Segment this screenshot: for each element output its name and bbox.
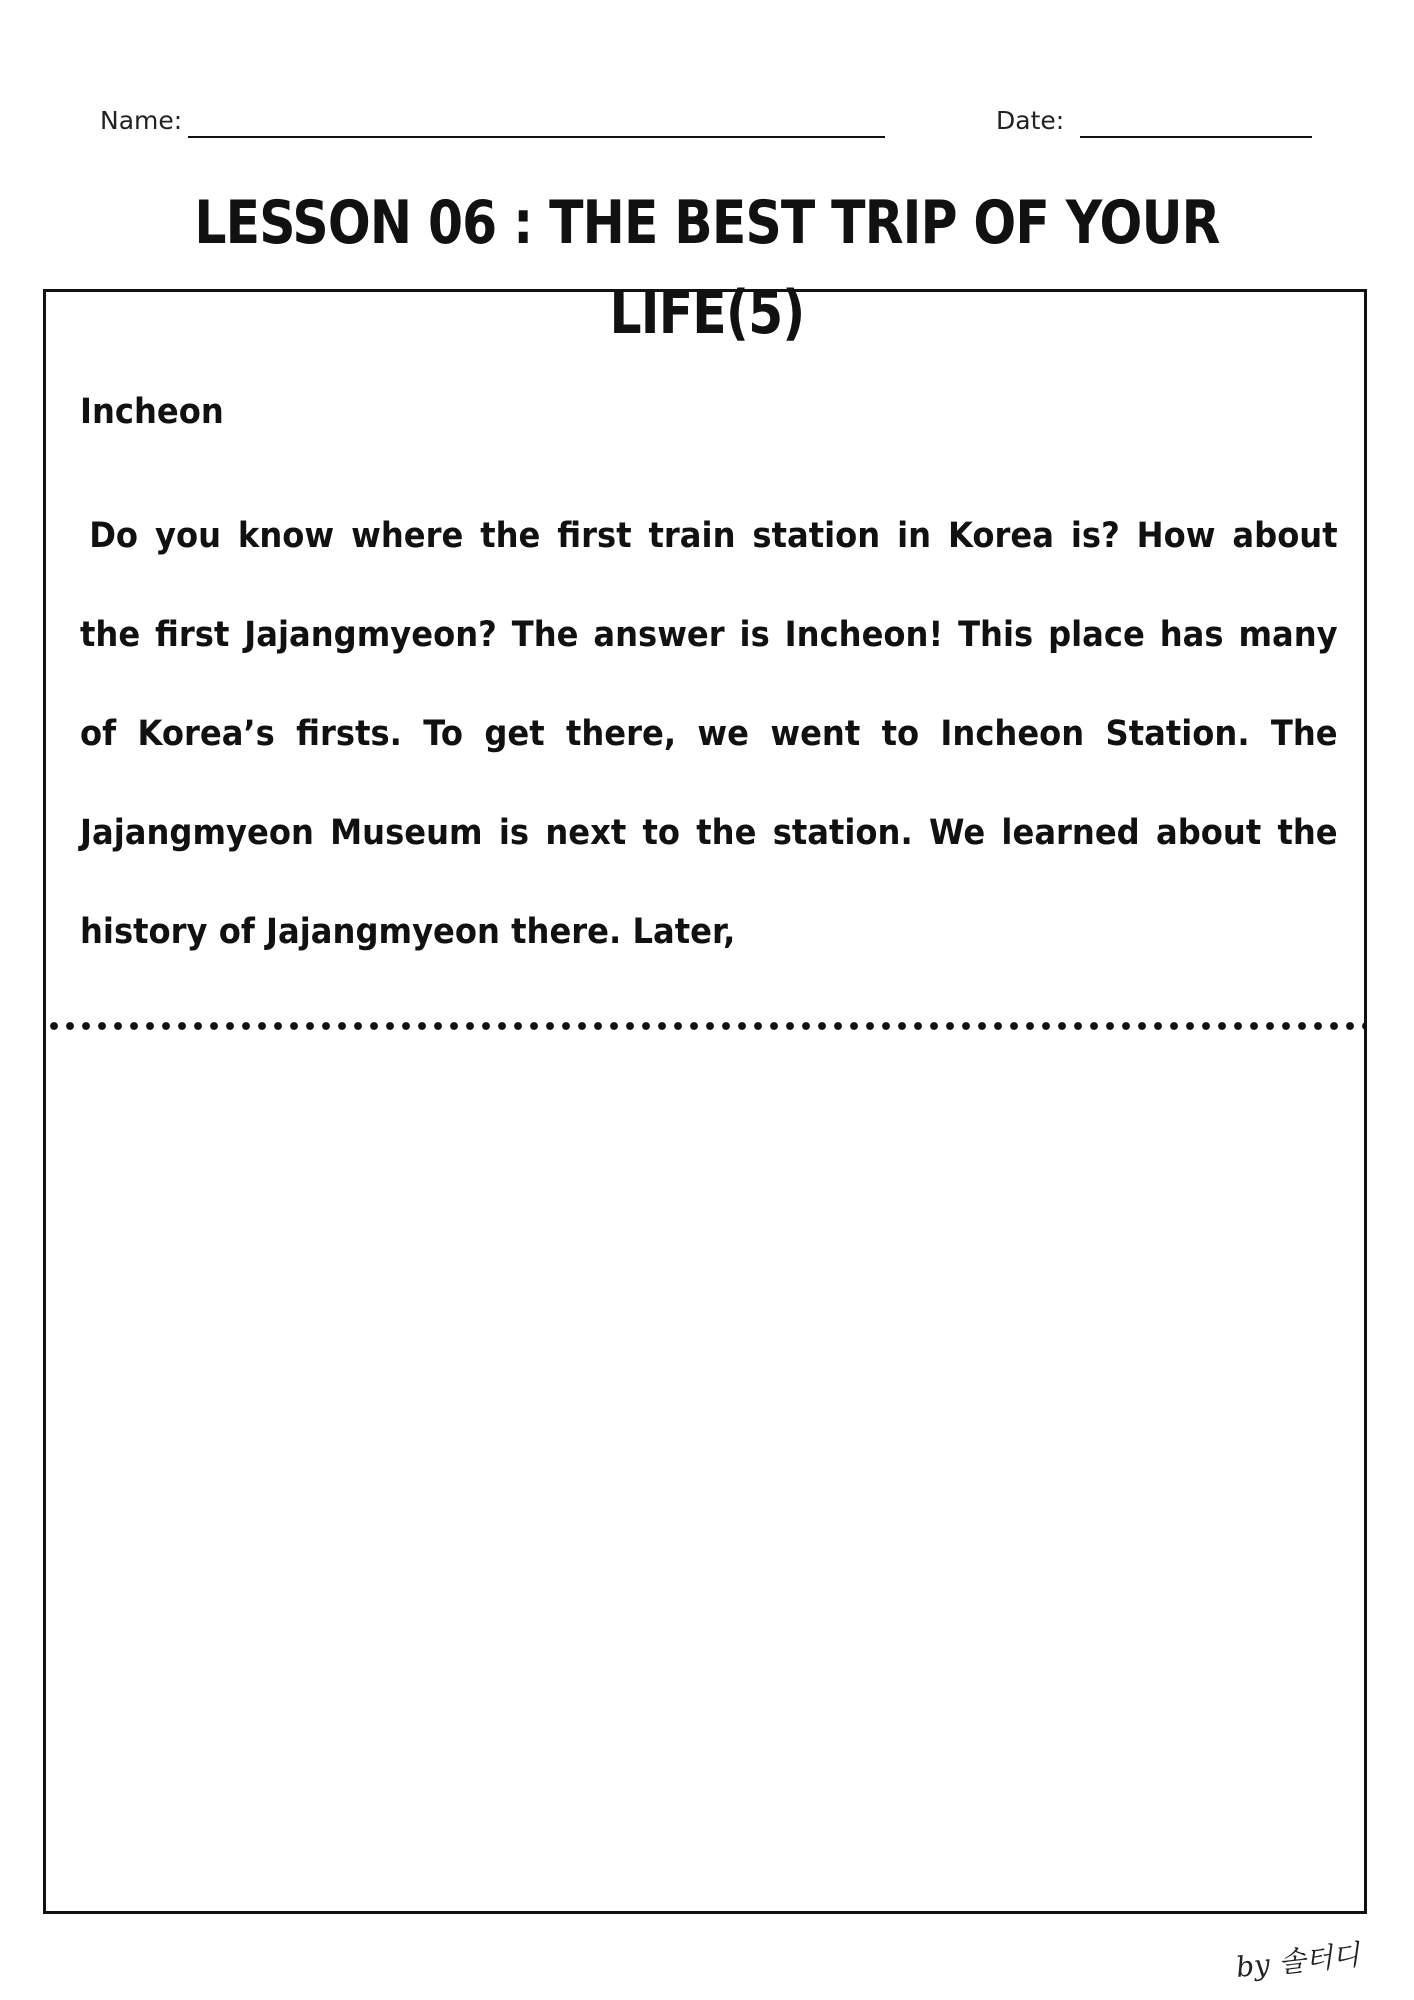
worksheet-box [43,289,1367,1914]
writing-area[interactable] [46,1037,1364,1911]
author-signature: by 솔터디 [1234,1938,1362,1984]
header-row [100,100,1320,140]
page-title: LESSON 06 : THE BEST TRIP OF YOUR LIFE(5) [194,188,1220,348]
reading-passage: Do you know where the first train station in Korea is? How about the first Jajangmyeon? The answer is Incheon! This place has many of Korea’s firsts. To get there, we went to Incheon Station. The Jajangmyeon Museum is next to the station. We learned about the history of Jajangmyeon there. Later, [80,516,1338,952]
date-label: Date: [996,106,1065,135]
name-label: Name: [100,106,183,135]
dotted-divider [46,1020,1364,1032]
reading-section [80,387,1338,982]
reading-heading: Incheon [80,392,224,432]
date-input-line[interactable] [1080,136,1312,138]
name-input-line[interactable] [188,136,885,138]
